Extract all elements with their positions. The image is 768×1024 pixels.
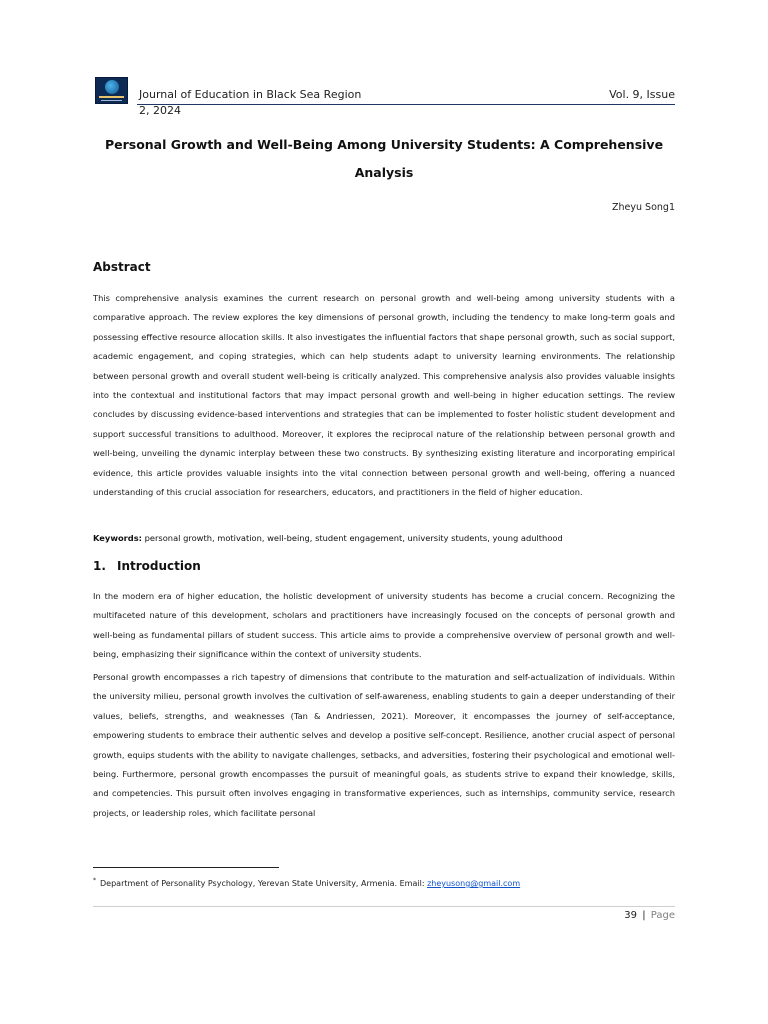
journal-logo [95,77,128,104]
page-number [624,910,675,921]
logo-band-secondary [101,100,122,101]
section-title: Introduction [117,559,201,573]
journal-volume: Vol. 9, Issue [609,88,675,101]
abstract-text: This comprehensive analysis examines the current research on personal growth and well-being among university students with a comparative approach. The review explores the key dimensions of personal growth, including the tendency to make long-term goals and possessing effective resource allocation skills. It also investigates the influential factors that shape personal growth, such as social support, academic engagement, and coping strategies, which can help students adapt to university learning environments. The relationship between personal growth and overall student well-being is critically analyzed. This comprehensive analysis also provides valuable insights into the contextual and institutional factors that may impact personal growth and well-being in higher education settings. The review concludes by discussing evidence-based interventions and strategies that can be implemented to foster holistic student development and support successful transitions to adulthood. Moreover, it explores the reciprocal nature of the relationship between personal growth and well-being, unveiling the dynamic interplay between these two constructs. By synthesizing existing literature and incorporating empirical evidence, this article provides valuable insights into the vital connection between personal growth and well-being, offering a nuanced understanding of this crucial association for researchers, educators, and practitioners in the field of higher education. [93,293,675,498]
introduction-heading [93,559,201,573]
footnote [93,877,520,888]
logo-band [99,96,124,98]
footnote-marker: * [93,877,96,884]
page-label: Page [650,910,675,921]
globe-icon [105,80,119,94]
paper-author: Zheyu Song1 [612,202,675,213]
introduction-paragraph-1: In the modern era of higher education, the holistic development of university students has become a crucial concern. Recognizing the multifaceted nature of this development, scholars and practitioners have increasingly focused on the concepts of personal growth and well-being as fundamental pillars of student success. This article aims to provide a comprehensive overview of personal growth and well-being, emphasizing their significance within the context of university students. [93,591,675,660]
page-separator: | [642,910,646,921]
footnote-text: Department of Personality Psychology, Yerevan State University, Armenia. Email: [100,879,428,888]
keywords [93,531,675,545]
keywords-text: personal growth, motivation, well-being, student engagement, university students, young adulthood [144,533,563,543]
footnote-rule [93,867,279,868]
header-rule [137,104,675,105]
keywords-label: Keywords: [93,533,142,543]
footer-rule [93,906,675,907]
abstract-heading: Abstract [93,260,151,274]
paper-title: Personal Growth and Well-Being Among University Students: A Comprehensive Analysis [104,137,664,180]
journal-title: Journal of Education in Black Sea Region [139,88,362,101]
footnote-email-link[interactable]: zheyusong@gmail.com [427,879,521,888]
journal-issue-year: 2, 2024 [139,104,181,117]
page-number-value: 39 [624,910,638,921]
introduction-paragraph-2: Personal growth encompasses a rich tapestry of dimensions that contribute to the maturation and self-actualization of individuals. Within the university milieu, personal growth involves the cultivation of self-awareness, enabling students to gain a deeper understanding of their values, beliefs, strengths, and weaknesses (Tan & Andriessen, 2021). Moreover, it encompasses the journey of self-acceptance, empowering students to embrace their authentic selves and develop a positive self-concept. Resilience, another crucial aspect of personal growth, equips students with the ability to navigate challenges, setbacks, and adversities, fostering their psychological and emotional well-being. Furthermore, personal growth encompasses the pursuit of meaningful goals, as students strive to expand their knowledge, skills, and competencies. This pursuit often involves engaging in transformative experiences, such as internships, community service, research projects, or leadership roles, which facilitate personal [93,672,675,818]
journal-header [95,77,675,117]
section-number: 1. [93,559,106,573]
